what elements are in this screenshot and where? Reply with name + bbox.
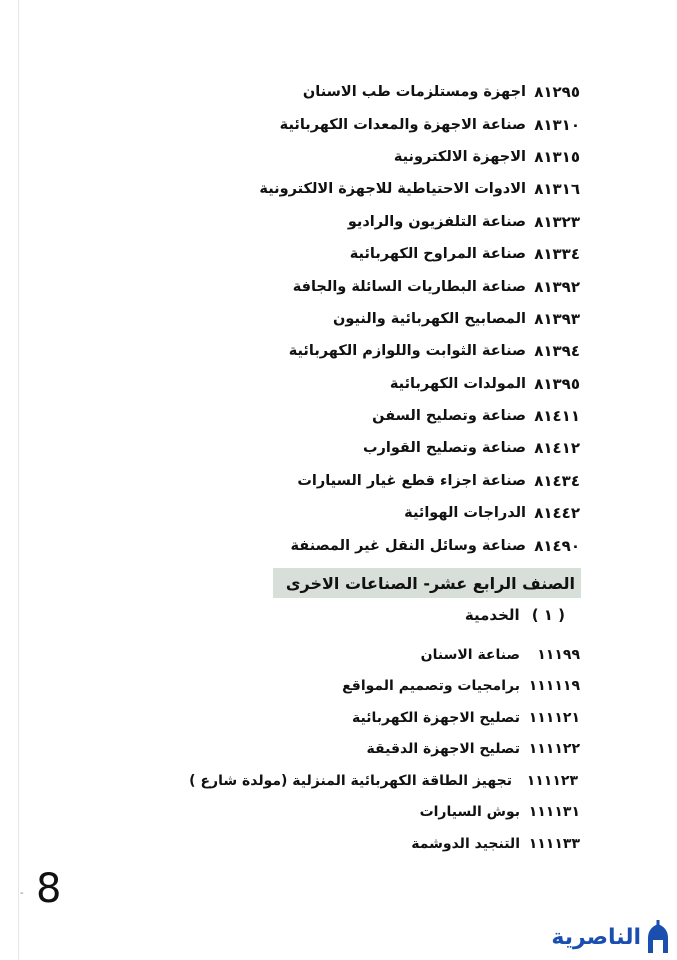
item-code: ٨١٤١١	[534, 407, 580, 426]
item-label: تصليح الاجهزة الدقيقة	[366, 741, 520, 758]
list-item	[189, 671, 580, 703]
item-label: المولدات الكهربائية	[389, 375, 526, 392]
item-label: تجهيز الطاقة الكهربائية المنزلية (مولدة شارع )	[189, 772, 512, 789]
list-item	[259, 400, 580, 432]
list-item	[189, 797, 580, 829]
item-code: ١١١١٢٢	[528, 741, 580, 758]
item-label: المصابيح الكهربائية والنيون	[333, 310, 526, 327]
item-code: ٨١٣١٥	[534, 147, 580, 166]
item-code: ٨١٢٩٥	[534, 83, 580, 102]
subsection-label: الخدمية	[464, 606, 520, 624]
list-item	[189, 639, 580, 671]
list-item	[259, 173, 580, 205]
item-label: صناعة الثوابت واللوازم الكهربائية	[288, 343, 526, 360]
item-code: ٨١٤٩٠	[534, 536, 580, 555]
page-number-mark: -	[20, 888, 24, 899]
item-code: ٨١٤٤٢	[534, 504, 580, 523]
list-item	[259, 335, 580, 367]
site-logo	[551, 918, 671, 956]
list-item	[259, 465, 580, 497]
item-code: ٨١٣٩٢	[534, 277, 580, 296]
item-label: الادوات الاحتياطية للاجهزة الالكترونية	[259, 181, 526, 198]
page-number: 8	[36, 866, 62, 912]
item-code: ٨١٤١٢	[534, 439, 580, 458]
list-item	[259, 432, 580, 464]
item-code: ٨١٣٩٤	[534, 342, 580, 361]
item-label: برامجيات وتصميم المواقع	[342, 678, 520, 695]
item-label: صناعة التلفزيون والراديو	[347, 213, 526, 230]
list-item	[189, 702, 580, 734]
dome-logo-icon	[645, 920, 671, 954]
item-code: ١١١٩٩	[537, 646, 580, 663]
item-code: ١١١١٢١	[528, 709, 580, 726]
list-item	[259, 141, 580, 173]
item-label: صناعة وسائل النقل غير المصنفة	[290, 537, 526, 554]
item-code: ١١١١٢٣	[526, 772, 578, 789]
list-item	[259, 529, 580, 561]
item-label: التنجيد الدوشمة	[411, 835, 520, 852]
item-code: ٨١٣٣٤	[534, 245, 580, 264]
item-code: ١١١١٣١	[528, 804, 580, 821]
list-item	[189, 765, 580, 797]
item-label: بوش السيارات	[419, 804, 520, 821]
industry-code-list	[259, 76, 580, 562]
item-label: الدراجات الهوائية	[404, 505, 526, 522]
list-item	[259, 368, 580, 400]
item-label: الاجهزة الالكترونية	[393, 148, 526, 165]
item-label: صناعة وتصليح القوارب	[362, 440, 526, 457]
item-code: ٨١٣١٠	[534, 115, 580, 134]
services-code-list	[189, 639, 580, 860]
subsection-number: ( ١ )	[531, 606, 565, 624]
item-code: ١١١١٣٣	[528, 835, 580, 852]
item-label: صناعة الاسنان	[420, 646, 520, 663]
item-code: ٨١٣٩٣	[534, 309, 580, 328]
subsection-heading	[465, 606, 565, 624]
list-item	[259, 108, 580, 140]
page-edge-line	[18, 0, 19, 960]
item-label: صناعة الاجهزة والمعدات الكهربائية	[279, 116, 526, 133]
item-label: صناعة وتصليح السفن	[372, 408, 526, 425]
section-heading: الصنف الرابع عشر- الصناعات الاخرى	[273, 568, 581, 598]
item-label: اجهزة ومستلزمات طب الاسنان	[302, 84, 526, 101]
list-item	[259, 303, 580, 335]
logo-text: الناصرية	[551, 924, 641, 950]
list-item	[189, 828, 580, 860]
item-code: ٨١٣٩٥	[534, 374, 580, 393]
item-code: ٨١٣٢٣	[534, 212, 580, 231]
list-item	[259, 497, 580, 529]
item-code: ١١١١١٩	[528, 678, 580, 695]
list-item	[259, 238, 580, 270]
item-label: صناعة البطاريات السائلة والجافة	[292, 278, 526, 295]
list-item	[259, 206, 580, 238]
item-label: صناعة اجزاء قطع غيار السيارات	[297, 472, 526, 489]
list-item	[259, 270, 580, 302]
item-label: صناعة المراوح الكهربائية	[349, 246, 526, 263]
list-item	[189, 734, 580, 766]
item-code: ٨١٤٣٤	[534, 471, 580, 490]
list-item	[259, 76, 580, 108]
item-code: ٨١٣١٦	[534, 180, 580, 199]
item-label: تصليح الاجهزة الكهربائية	[352, 709, 520, 726]
